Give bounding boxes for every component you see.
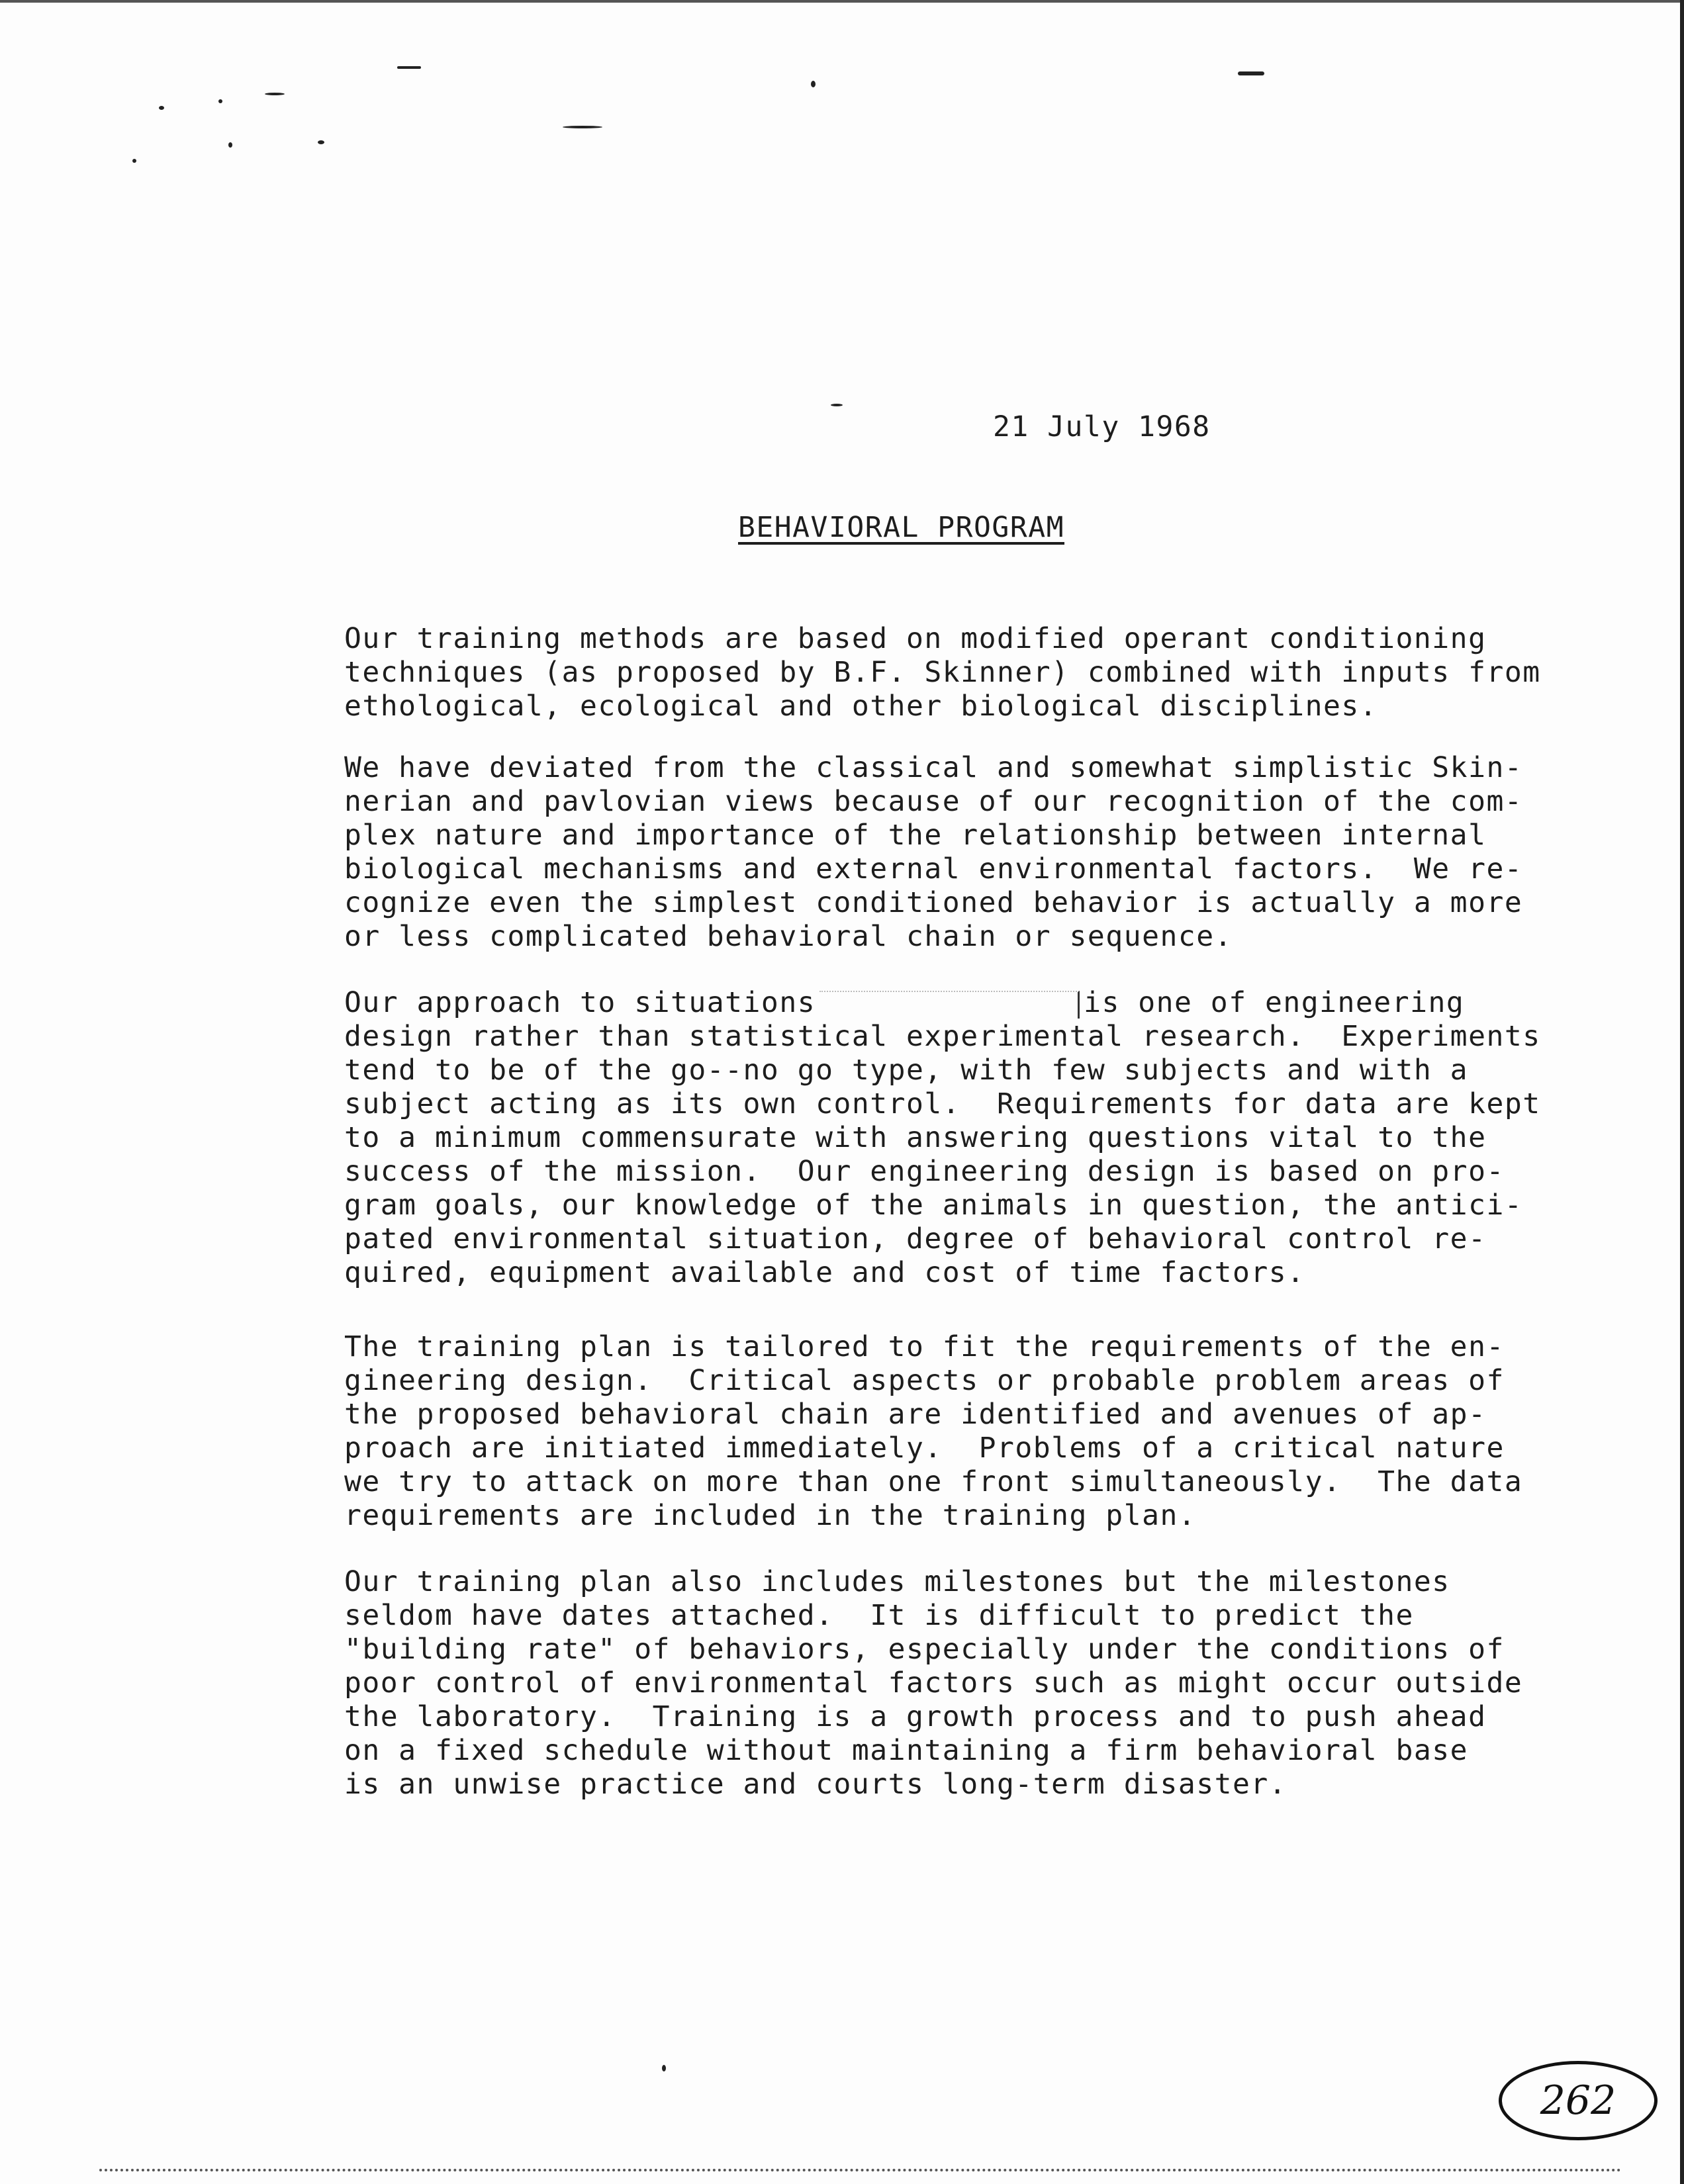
text-line: tend to be of the go--no go type, with few subjects and with a bbox=[344, 1054, 1469, 1087]
text-line: requirements are included in the training plan. bbox=[344, 1499, 1197, 1532]
text-line: design rather than statistical experimental research. Experiments bbox=[344, 1020, 1541, 1053]
text-line: quired, equipment available and cost of time factors. bbox=[344, 1256, 1305, 1289]
document-title: BEHAVIORAL PROGRAM bbox=[738, 511, 1064, 544]
page-number: 262 bbox=[1499, 2061, 1658, 2140]
text-line: poor control of environmental factors such as might occur outside bbox=[344, 1666, 1523, 1700]
paragraph-3 bbox=[344, 986, 1541, 1290]
text-line-with-redaction bbox=[344, 986, 1470, 1020]
scan-artifact bbox=[811, 81, 816, 87]
scan-artifact bbox=[1238, 71, 1264, 75]
scan-artifact bbox=[318, 140, 324, 144]
text-line: we try to attack on more than one front simultaneously. The data bbox=[344, 1465, 1523, 1498]
scan-artifact bbox=[159, 106, 164, 110]
scan-artifact bbox=[397, 66, 421, 69]
text-line: Our training plan also includes milestones but the milestones bbox=[344, 1565, 1450, 1598]
scan-right-edge bbox=[1680, 0, 1684, 2184]
text-line: on a fixed schedule without maintaining a firm behavioral base bbox=[344, 1734, 1469, 1767]
text-line: plex nature and importance of the relationship between internal bbox=[344, 819, 1487, 852]
scan-artifact bbox=[218, 99, 222, 103]
text-line: seldom have dates attached. It is difficult to predict the bbox=[344, 1599, 1414, 1632]
redaction-box bbox=[819, 991, 1080, 1019]
text-line: proach are initiated immediately. Problems of a critical nature bbox=[344, 1432, 1505, 1465]
text-line: techniques (as proposed by B.F. Skinner) combined with inputs from bbox=[344, 656, 1541, 689]
text-line: gram goals, our knowledge of the animals in question, the antici- bbox=[344, 1189, 1523, 1222]
scan-artifact bbox=[265, 93, 285, 95]
text-line: We have deviated from the classical and somewhat simplistic Skin- bbox=[344, 751, 1523, 784]
text-line: The training plan is tailored to fit the requirements of the en- bbox=[344, 1330, 1505, 1363]
text-line: success of the mission. Our engineering design is based on pro- bbox=[344, 1155, 1505, 1188]
paragraph-4 bbox=[344, 1330, 1523, 1533]
text-line: gineering design. Critical aspects or probable problem areas of bbox=[344, 1364, 1505, 1397]
paragraph-1 bbox=[344, 622, 1541, 723]
text-line: biological mechanisms and external environmental factors. We re- bbox=[344, 852, 1523, 886]
text-line: or less complicated behavioral chain or sequence. bbox=[344, 920, 1233, 953]
document-date: 21 July 1968 bbox=[993, 410, 1211, 443]
text-line: Our training methods are based on modified operant conditioning bbox=[344, 622, 1487, 655]
text-line: "building rate" of behaviors, especially under the conditions of bbox=[344, 1633, 1505, 1666]
text-line: is an unwise practice and courts long-term disaster. bbox=[344, 1768, 1287, 1801]
scan-artifact bbox=[132, 159, 136, 163]
text-line: the laboratory. Training is a growth process and to push ahead bbox=[344, 1700, 1487, 1733]
text-line: pated environmental situation, degree of behavioral control re- bbox=[344, 1222, 1487, 1255]
scan-artifact bbox=[831, 404, 843, 406]
scan-top-edge bbox=[0, 0, 1684, 3]
scan-bottom-edge bbox=[99, 2169, 1622, 2175]
text-fragment: Our approach to situations bbox=[344, 986, 816, 1019]
paragraph-2 bbox=[344, 751, 1523, 954]
text-line: to a minimum commensurate with answering questions vital to the bbox=[344, 1121, 1487, 1154]
text-line: the proposed behavioral chain are identified and avenues of ap- bbox=[344, 1398, 1487, 1431]
text-line: nerian and pavlovian views because of our recognition of the com- bbox=[344, 785, 1523, 818]
text-line: ethological, ecological and other biological disciplines. bbox=[344, 690, 1378, 723]
scan-artifact bbox=[228, 142, 232, 148]
text-fragment: is one of engineering bbox=[1084, 986, 1465, 1019]
scan-artifact bbox=[662, 2065, 666, 2071]
scan-artifact bbox=[563, 126, 602, 128]
paragraph-5 bbox=[344, 1565, 1523, 1801]
text-line: cognize even the simplest conditioned behavior is actually a more bbox=[344, 886, 1523, 919]
text-line: subject acting as its own control. Requirements for data are kept bbox=[344, 1087, 1541, 1120]
